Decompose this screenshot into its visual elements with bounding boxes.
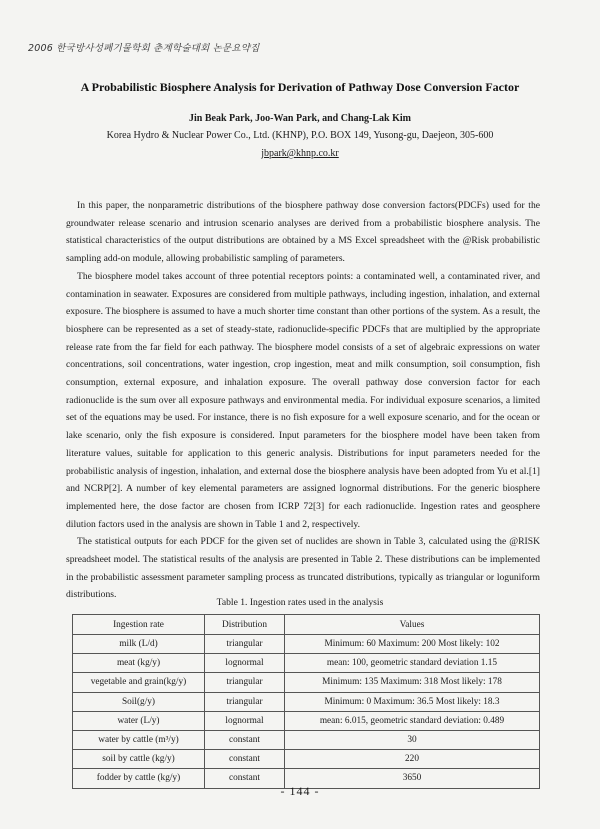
table-cell: milk (L/d) <box>73 635 205 654</box>
table-cell: 3650 <box>285 769 540 788</box>
ingestion-rates-table <box>72 614 540 789</box>
table-row <box>73 673 540 692</box>
body-text <box>66 197 540 604</box>
conference-header: 2006 한국방사성폐기물학회 춘계학술대회 논문요약집 <box>28 43 260 54</box>
table-cell: vegetable and grain(kg/y) <box>73 673 205 692</box>
table-cell: soil by cattle (kg/y) <box>73 750 205 769</box>
table-cell: Minimum: 135 Maximum: 318 Most likely: 178 <box>285 673 540 692</box>
table-cell: constant <box>205 769 285 788</box>
table-cell: 220 <box>285 750 540 769</box>
table-row <box>73 635 540 654</box>
author-email <box>0 148 600 159</box>
column-header: Ingestion rate <box>73 615 205 635</box>
table-cell: fodder by cattle (kg/y) <box>73 769 205 788</box>
column-header: Distribution <box>205 615 285 635</box>
table-caption: Table 1. Ingestion rates used in the analysis <box>216 597 384 608</box>
table-cell: triangular <box>205 635 285 654</box>
affiliation: Korea Hydro & Nuclear Power Co., Ltd. (KHNP), P.O. BOX 149, Yusong-gu, Daejeon, 305-600 <box>106 130 494 141</box>
table-cell: mean: 100, geometric standard deviation 1.15 <box>285 654 540 673</box>
table-cell: constant <box>205 750 285 769</box>
table-row <box>73 730 540 749</box>
table-cell: lognormal <box>205 711 285 730</box>
table-cell: triangular <box>205 673 285 692</box>
table-cell: 30 <box>285 730 540 749</box>
table-cell: water (L/y) <box>73 711 205 730</box>
table-row <box>73 711 540 730</box>
table-row <box>73 692 540 711</box>
table-row <box>73 654 540 673</box>
table-cell: constant <box>205 730 285 749</box>
paper-title: A Probabilistic Biosphere Analysis for Derivation of Pathway Dose Conversion Factor <box>80 80 520 94</box>
paragraph: The statistical outputs for each PDCF for the given set of nuclides are shown in Table 3, calculated using the @RISK spreadsheet model. The statistical results of the analysis are presented in Table 2. These distributions can be implemented in the probabilistic assessment parameter sampling process as truncated distributions, typically as triangular or loguniform distributions. <box>66 536 540 601</box>
table-cell: Soil(g/y) <box>73 692 205 711</box>
table-header-row <box>73 615 540 635</box>
table-cell: Minimum: 60 Maximum: 200 Most likely: 102 <box>285 635 540 654</box>
table-cell: meat (kg/y) <box>73 654 205 673</box>
table-row <box>73 750 540 769</box>
table-cell: water by cattle (m³/y) <box>73 730 205 749</box>
page-number: - 144 - <box>280 784 320 798</box>
table-cell: mean: 6.015, geometric standard deviation: 0.489 <box>285 711 540 730</box>
paragraph: The biosphere model takes account of three potential receptors points: a contaminated well, a contaminated river, and contamination in seawater. Exposures are considered from multiple pathways, including ingestion, inhalation, and external exposure. The biosphere is assumed to have a much shorter time constant than other portions of the system. As a result, the biosphere can be represented as a set of steady-state, radionuclide-specific PDCFs that are multiplied by the appropriate release rate from the far field for each pathway. The biosphere model consists of a set of algebraic expressions on water concentrations, soil concentrations, water ingestion, crop ingestion, meat and milk consumption, soil consumption, fish consumption, external exposure, and inhalation exposure. The overall pathway dose conversion factor for each radionuclide is the sum over all exposure pathways and environmental media. For individual exposure scenarios, a limited set of the equations may be used. For instance, there is no fish exposure for a well exposure scenario, and for the ocean or lake scenario, only the fish exposure is considered. Input parameters for the biosphere model have been taken from literature values, suitable for application to this generic analysis. Distributions for input parameters needed for the probabilistic analysis of ingestion, inhalation, and external dose the biosphere analysis have been adopted from Yu et al.[1] and NCRP[2]. A number of key elemental parameters are assigned lognormal distributions. For the generic biosphere implemented here, the dose factor are chosen from ICRP 72[3] for each radionuclide. Ingestion rates and geosphere dilution factors used in the analysis are shown in Table 1 and 2, respectively. <box>66 270 540 530</box>
table-cell: lognormal <box>205 654 285 673</box>
author-list: Jin Beak Park, Joo-Wan Park, and Chang-Lak Kim <box>189 113 411 124</box>
table-cell: triangular <box>205 692 285 711</box>
table-cell: Minimum: 0 Maximum: 36.5 Most likely: 18.3 <box>285 692 540 711</box>
paragraph: In this paper, the nonparametric distributions of the biosphere pathway dose conversion factors(PDCFs) used for the groundwater release scenario and intrusion scenario analyses are derived from a probabilistic biosphere analysis. The statistical characteristics of the output distributions are obtained by a MS Excel spreadsheet with the @Risk probabilistic sampling add-on module, allowing probabilistic sampling of parameters. <box>66 200 540 265</box>
column-header: Values <box>285 615 540 635</box>
email-link[interactable]: jbpark@khnp.co.kr <box>261 148 339 159</box>
